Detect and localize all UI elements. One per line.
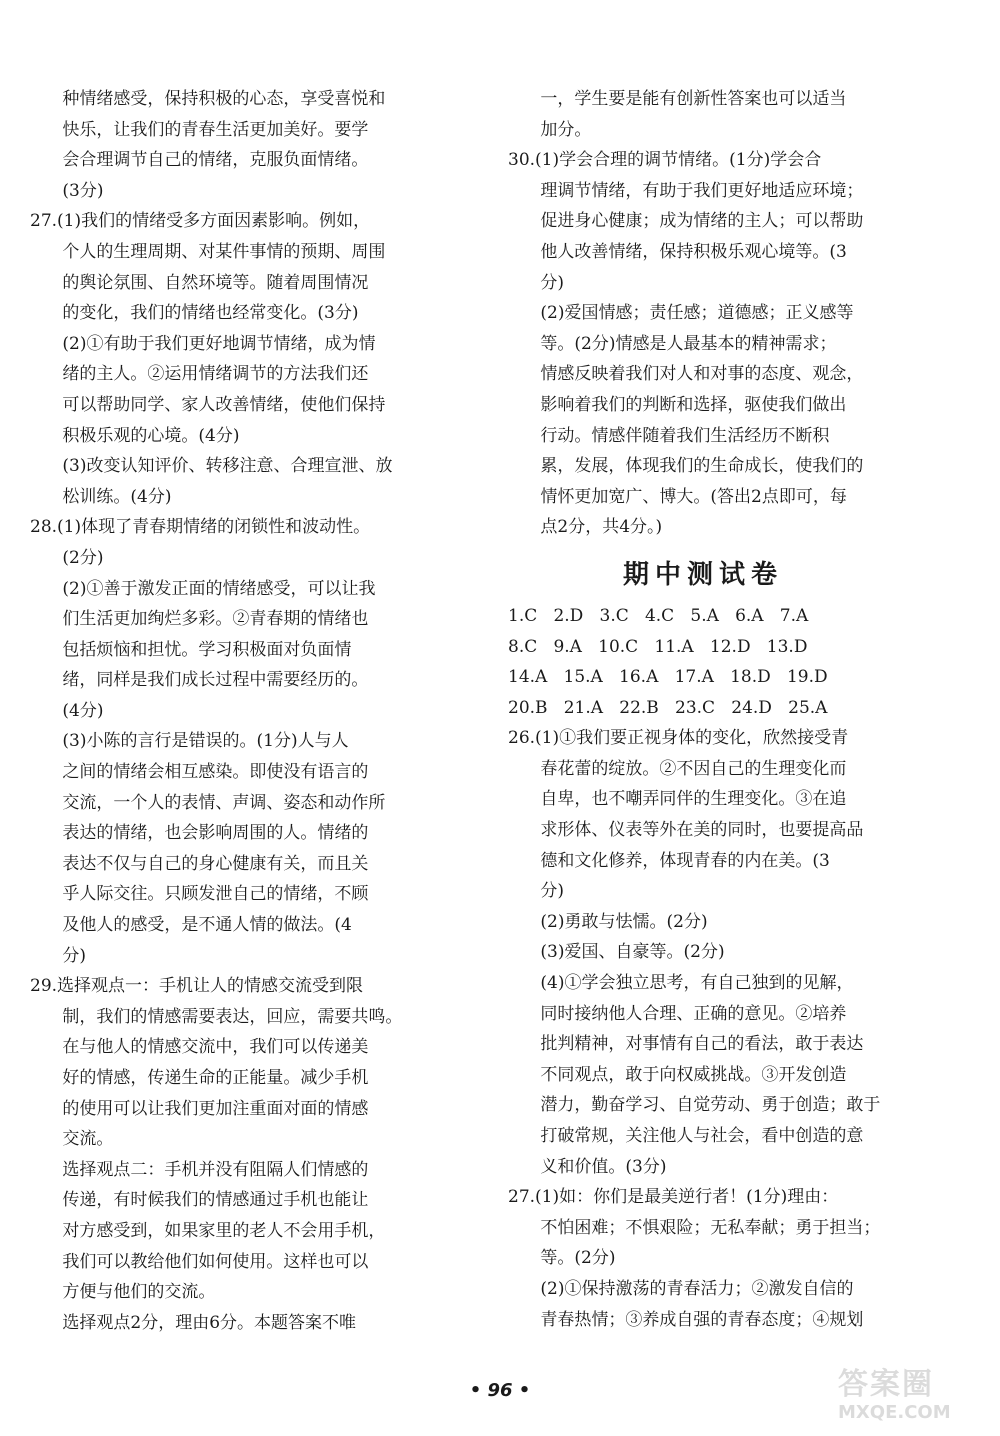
text-line: 27.(1)如：你们是最美逆行者！(1分)理由： bbox=[508, 1187, 839, 1208]
text-line: 的舆论氛围、自然环境等。随着周围情况 bbox=[30, 272, 369, 293]
text-line: (3)爱国、自豪等。(2分) bbox=[508, 942, 725, 963]
text-line: 种情绪感受，保持积极的心态，享受喜悦和 bbox=[30, 89, 386, 109]
text-line: (2)①保持激荡的青春活力；②激发自信的 bbox=[508, 1278, 854, 1299]
text-line: 义和价值。(3分) bbox=[508, 1156, 667, 1177]
text-line: 方便与他们的交流。 bbox=[30, 1282, 216, 1303]
text-line: 个人的生理周期、对某件事情的预期、周围 bbox=[30, 241, 386, 262]
text-line: 28.(1)体现了青春期情绪的闭锁性和波动性。 bbox=[30, 517, 371, 538]
text-line: 在与他人的情感交流中，我们可以传递美 bbox=[30, 1037, 369, 1058]
text-line: 绪的主人。②运用情绪调节的方法我们还 bbox=[30, 364, 369, 385]
text-line: 同时接纳他人合理、正确的意见。②培养 bbox=[508, 1003, 847, 1024]
text-line: 潜力，勤奋学习、自觉劳动、勇于创造；敢于 bbox=[508, 1095, 881, 1116]
text-line: 26.(1)①我们要正视身体的变化，欣然接受青 bbox=[508, 728, 849, 749]
text-line: 27.(1)我们的情绪受多方面因素影响。例如， bbox=[30, 211, 371, 232]
text-line: 行动。情感伴随着我们生活经历不断积 bbox=[508, 425, 830, 446]
text-line: 自卑，也不嘲弄同伴的生理变化。③在追 bbox=[508, 789, 847, 810]
text-line: (2)勇敢与怯懦。(2分) bbox=[508, 911, 708, 932]
text-line: 快乐，让我们的青春生活更加美好。要学 bbox=[30, 119, 369, 140]
text-line: 春花蕾的绽放。②不因自己的生理变化而 bbox=[508, 758, 847, 779]
text-line: 及他人的感受，是不通人情的做法。(4 bbox=[30, 915, 352, 936]
text-line: 情感反映着我们对人和对事的态度、观念， bbox=[508, 364, 864, 385]
text-line: 打破常规，关注他人与社会，看中创造的意 bbox=[508, 1126, 864, 1146]
text-line: 不同观点，敢于向权威挑战。③开发创造 bbox=[508, 1064, 847, 1085]
text-line: 我们可以教给他们如何使用。这样也可以 bbox=[30, 1251, 369, 1272]
text-line: 求形体、仪表等外在美的同时，也要提高品 bbox=[508, 820, 864, 841]
text-line: 可以帮助同学、家人改善情绪，使他们保持 bbox=[30, 394, 386, 415]
text-line: 理调节情绪，有助于我们更好地适应环境； bbox=[508, 180, 864, 201]
text-line: 等。(2分) bbox=[508, 1248, 616, 1269]
text-line: 影响着我们的判断和选择，驱使我们做出 bbox=[508, 394, 847, 415]
text-line: 对方感受到，如果家里的老人不会用手机， bbox=[30, 1220, 386, 1241]
text-line: 情怀更加宽广、博大。(答出2点即可，每 bbox=[508, 486, 847, 507]
text-line: 德和文化修养，体现青春的内在美。(3 bbox=[508, 850, 830, 871]
text-line: 分) bbox=[30, 945, 87, 966]
text-line: (3分) bbox=[30, 180, 104, 201]
text-line: (2分) bbox=[30, 547, 104, 568]
text-line: 表达不仅与自己的身心健康有关，而且关 bbox=[30, 853, 369, 874]
text-line: 的变化，我们的情绪也经常变化。(3分) bbox=[30, 303, 359, 324]
text-line: 一，学生要是能有创新性答案也可以适当 bbox=[508, 89, 847, 109]
text-line: 乎人际交往。只顾发泄自己的情绪，不顾 bbox=[30, 884, 369, 905]
text-line: 加分。 bbox=[508, 119, 592, 140]
text-line: 20.B 21.A 22.B 23.C 24.D 25.A bbox=[508, 697, 828, 718]
text-line: (3)改变认知评价、转移注意、合理宣泄、放 bbox=[30, 456, 393, 477]
text-line: 交流，一个人的表情、声调、姿态和动作所 bbox=[30, 792, 386, 813]
text-line: 等。(2分)情感是人最基本的精神需求； bbox=[508, 333, 837, 354]
text-line: 制，我们的情感需要表达，回应，需要共鸣。 bbox=[30, 1006, 403, 1027]
text-line: 促进身心健康；成为情绪的主人；可以帮助 bbox=[508, 211, 864, 232]
watermark-logo bbox=[838, 1368, 988, 1430]
text-line: 好的情感，传递生命的正能量。减少手机 bbox=[30, 1068, 369, 1088]
text-line: (4分) bbox=[30, 700, 104, 721]
right-column bbox=[508, 84, 898, 1335]
text-line: 8.C 9.A 10.C 11.A 12.D 13.D bbox=[508, 636, 808, 657]
text-line: 1.C 2.D 3.C 4.C 5.A 6.A 7.A bbox=[508, 605, 809, 626]
text-line: 交流。 bbox=[30, 1129, 114, 1150]
text-line: 分) bbox=[508, 881, 565, 902]
text-line: 包括烦恼和担忧。学习积极面对负面情 bbox=[30, 639, 352, 660]
text-line: 青春热情；③养成自强的青春态度；④规划 bbox=[508, 1309, 864, 1330]
text-line: 会合理调节自己的情绪，克服负面情绪。 bbox=[30, 150, 369, 171]
text-line: (2)①善于激发正面的情绪感受，可以让我 bbox=[30, 578, 376, 599]
section-title: 期中测试卷 bbox=[622, 559, 783, 590]
text-line: 选择观点二：手机并没有阻隔人们情感的 bbox=[30, 1159, 369, 1180]
text-line: (2)①有助于我们更好地调节情绪，成为情 bbox=[30, 333, 376, 354]
text-line: 14.A 15.A 16.A 17.A 18.D 19.D bbox=[508, 667, 828, 688]
text-line: 批判精神，对事情有自己的看法，敢于表达 bbox=[508, 1034, 864, 1055]
text-line: 积极乐观的心境。(4分) bbox=[30, 425, 240, 446]
watermark-top: 答案圈 bbox=[838, 1367, 934, 1402]
left-column bbox=[30, 84, 455, 1338]
text-line: 的使用可以让我们更加注重面对面的情感 bbox=[30, 1098, 369, 1119]
watermark-bottom: MXQE.COM bbox=[838, 1402, 951, 1423]
text-line: 表达的情绪，也会影响周围的人。情绪的 bbox=[30, 823, 369, 844]
text-line: 松训练。(4分) bbox=[30, 486, 172, 507]
text-line: 他人改善情绪，保持积极乐观心境等。(3 bbox=[508, 241, 847, 262]
text-line: 不怕困难；不惧艰险；无私奉献；勇于担当； bbox=[508, 1217, 881, 1238]
text-line: 们生活更加绚烂多彩。②青春期的情绪也 bbox=[30, 609, 369, 630]
page-number: • 96 • bbox=[469, 1380, 531, 1401]
text-line: 之间的情绪会相互感染。即使没有语言的 bbox=[30, 762, 369, 783]
text-line: 累，发展，体现我们的生命成长，使我们的 bbox=[508, 456, 864, 477]
text-line: 点2分，共4分。) bbox=[508, 517, 663, 538]
text-line: 传递，有时候我们的情感通过手机也能让 bbox=[30, 1190, 369, 1211]
text-line: (3)小陈的言行是错误的。(1分)人与人 bbox=[30, 731, 349, 752]
text-line: 选择观点2分，理由6分。本题答案不唯 bbox=[30, 1312, 357, 1333]
text-line: (2)爱国情感；责任感；道德感；正义感等 bbox=[508, 303, 854, 324]
text-line: 30.(1)学会合理的调节情绪。(1分)学会合 bbox=[508, 150, 822, 171]
text-line: 绪，同样是我们成长过程中需要经历的。 bbox=[30, 670, 369, 691]
text-line: 分) bbox=[508, 272, 565, 293]
text-line: 29.选择观点一：手机让人的情感交流受到限 bbox=[30, 976, 364, 997]
text-line: (4)①学会独立思考，有自己独到的见解， bbox=[508, 973, 854, 994]
